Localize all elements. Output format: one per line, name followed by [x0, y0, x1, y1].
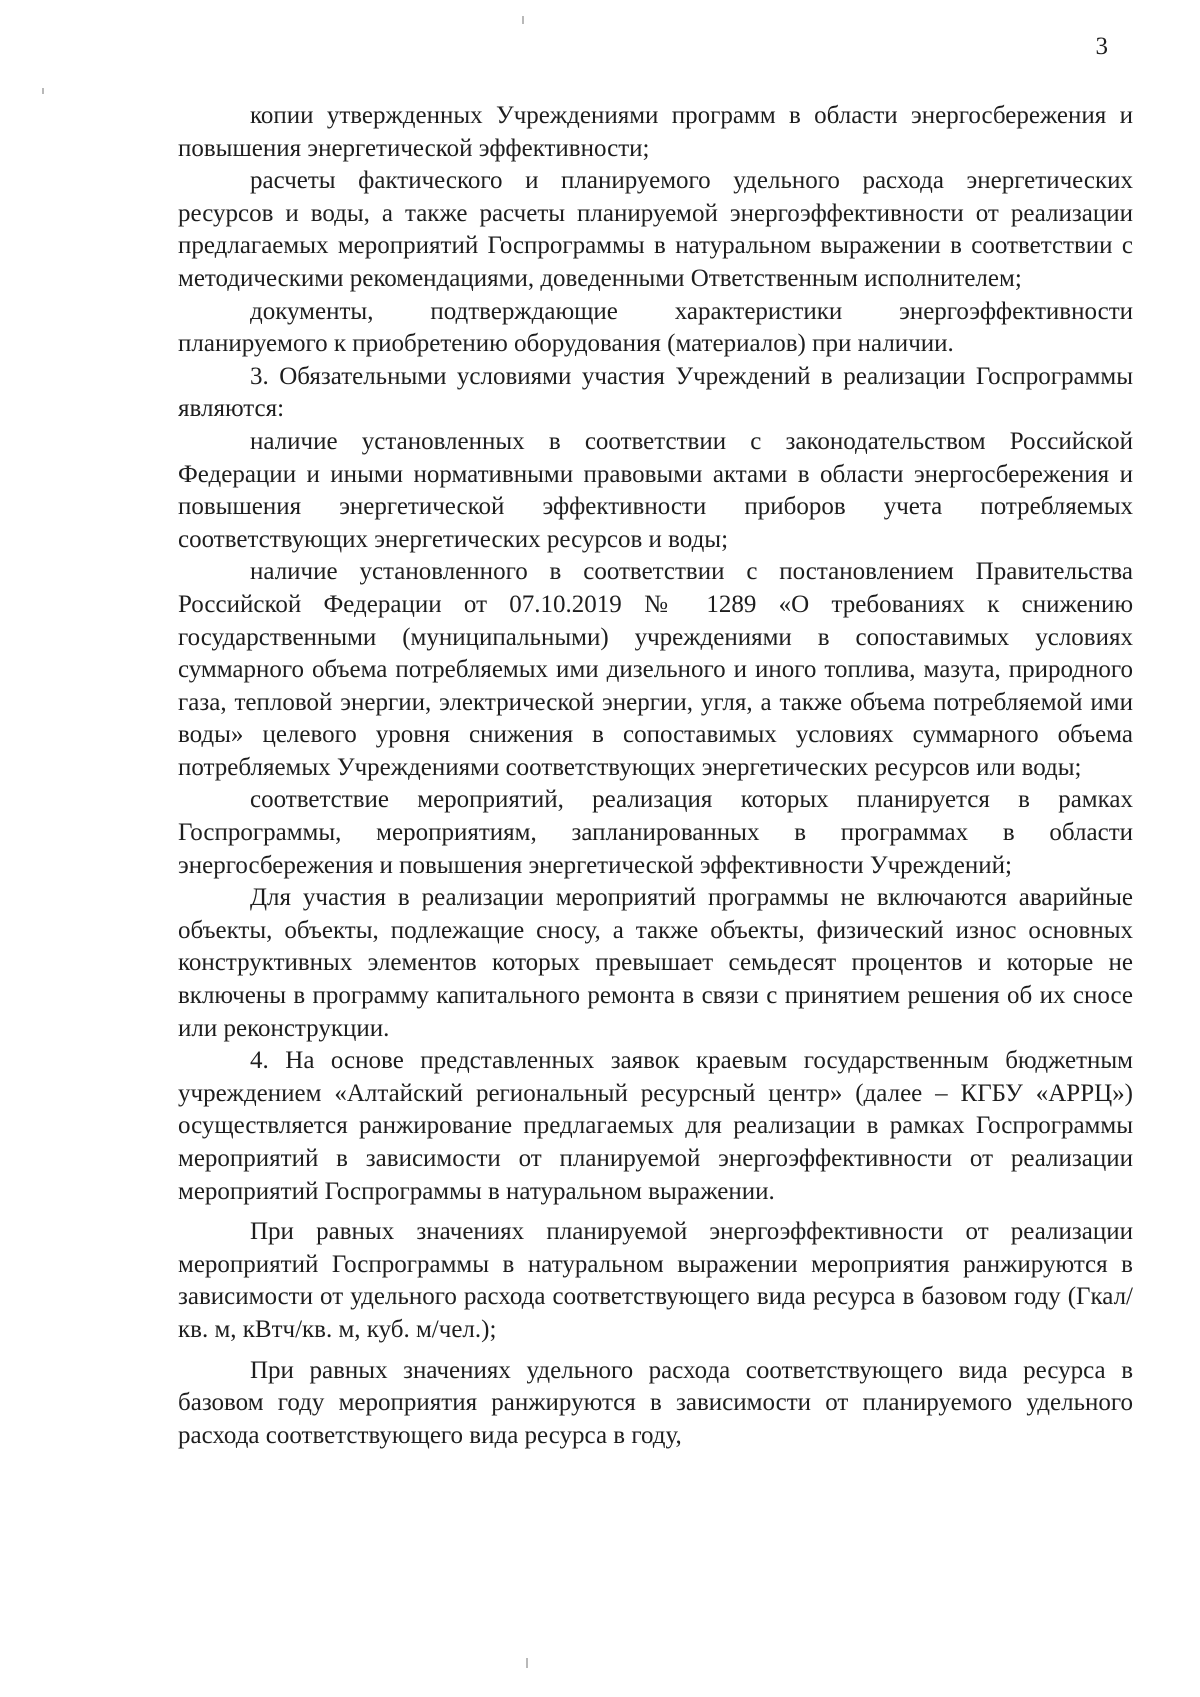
paragraph-metering-devices: наличие установленных в соответствии с законодательством Российской Федерации и иными нормативными правовыми актами в области энергосбережения и повышения энергетической эффективности приборов учета потребляемых соответствующих энергетических ресурсов и воды; [178, 427, 1133, 553]
paragraph-section-3-heading: 3. Обязательными условиями участия Учреждений в реализации Госпрограммы являются: [178, 362, 1133, 423]
scan-speck [522, 16, 524, 24]
paragraph-equal-efficiency: При равных значениях планируемой энергоэффективности от реализации мероприятий Госпрограммы в натуральном выражении мероприятия ранжируются в зависимости от удельного расхода соответствующего вида ресурса в базовом году (Гкал/кв. м, кВтч/кв. м, куб. м/чел.); [178, 1218, 1133, 1343]
paragraph-reduction-target: наличие установленного в соответствии с постановлением Правительства Российской Федерации от 07.10.2019 № 1289 «О требованиях к снижению государственными (муниципальными) учреждениями в сопоставимых условиях суммарного объема потребляемых ими дизельного и иного топлива, мазута, природного газа, тепловой энергии, электрической энергии, угля, а также объема потребляемой ими воды» целевого уровня снижения в сопоставимых условиях суммарного объема потребляемых Учреждениями соответствующих энергетических ресурсов или воды; [178, 558, 1133, 781]
paragraph-equal-consumption: При равных значениях удельного расхода соответствующего вида ресурса в базовом году мероприятия ранжируются в зависимости от планируемого удельного расхода соответствующего вида ресурса в году, [178, 1356, 1133, 1449]
scan-speck [42, 88, 44, 94]
paragraph-activities-compliance: соответствие мероприятий, реализация которых планируется в рамках Госпрограммы, мероприятиям, запланированных в программах в области энергосбережения и повышения энергетической эффективности Учреждений; [178, 786, 1133, 879]
page-number: 3 [1095, 33, 1108, 60]
paragraph-program-copies: копии утвержденных Учреждениями программ в области энергосбережения и повышения энергетической эффективности; [178, 102, 1133, 162]
paragraph-section-4-ranking: 4. На основе представленных заявок краевым государственным бюджетным учреждением «Алтайский региональный ресурсный центр» (далее – КГБУ «АРРЦ») осуществляется ранжирование предлагаемых для реализации в рамках Госпрограммы мероприятий в зависимости от планируемой энергоэффективности от реализации мероприятий Госпрограммы в натуральном выражении. [178, 1047, 1133, 1205]
scan-speck [526, 1658, 528, 1668]
paragraph-consumption-calculations: расчеты фактического и планируемого удельного расхода энергетических ресурсов и воды, а также расчеты планируемой энергоэффективности от реализации предлагаемых мероприятий Госпрограммы в натуральном выражении в соответствии с методическими рекомендациями, доведенными Ответственным исполнителем; [178, 167, 1133, 292]
document-body [178, 100, 1133, 1452]
paragraph-equipment-documents: документы, подтверждающие характеристики энергоэффективности планируемого к приобретению оборудования (материалов) при наличии. [178, 297, 1133, 358]
paragraph-excluded-objects: Для участия в реализации мероприятий программы не включаются аварийные объекты, объекты, подлежащие сносу, а также объекты, физический износ основных конструктивных элементов которых превышает семьдесят процентов и которые не включены в программу капитального ремонта в связи с принятием решения об их сносе или реконструкции. [178, 884, 1133, 1042]
